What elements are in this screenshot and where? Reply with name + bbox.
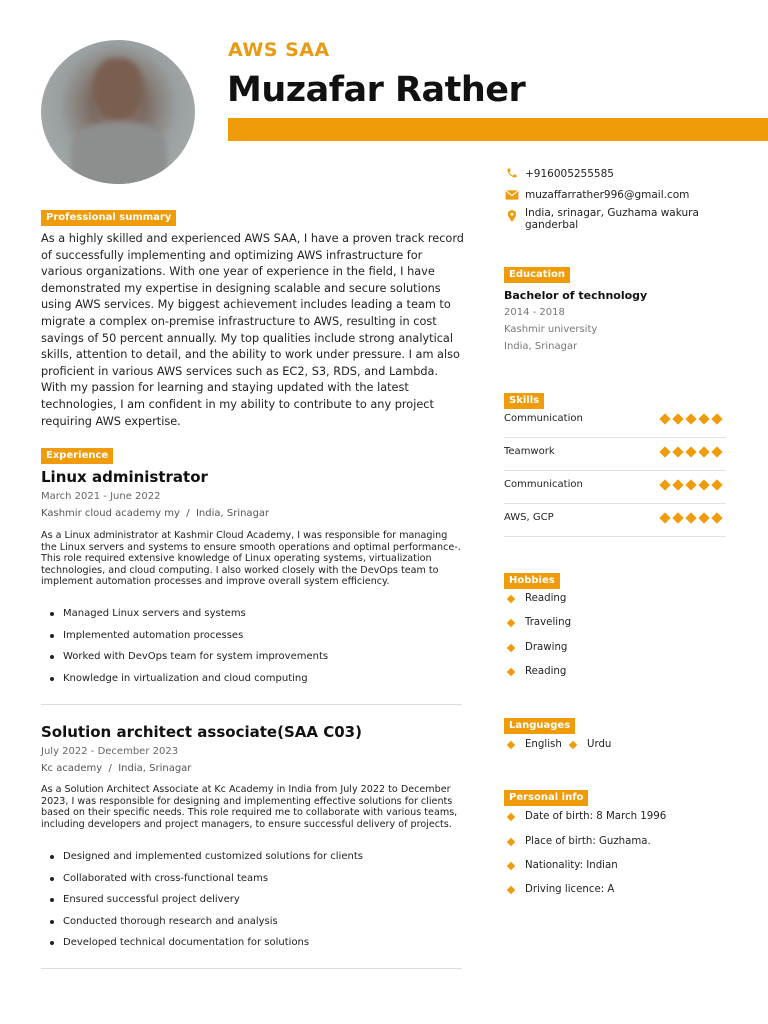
rating-diamond-icon	[659, 446, 670, 457]
summary-heading: Professional summary	[41, 205, 176, 226]
rating-diamond-icon	[698, 479, 709, 490]
job-company: Kashmir cloud academy my / India, Srinagar	[41, 508, 270, 519]
job-description: As a Solution Architect Associate at Kc Academy in India from July 2022 to December 2023, I was responsible for designing and implementing effective solutions for clients based on their specific needs. This role required me to collaborate with various teams, including developers and project managers, to ensure successful delivery of projects.	[41, 784, 458, 830]
education-years: 2014 - 2018	[504, 307, 565, 318]
list-item: Ensured successful project delivery	[41, 894, 363, 916]
skill-row	[504, 470, 726, 504]
job-title: Linux administrator	[41, 468, 208, 486]
rating-diamond-icon	[698, 512, 709, 523]
candidate-name: Muzafar Rather	[227, 70, 526, 110]
list-item: Conducted thorough research and analysis	[41, 916, 363, 938]
phone-icon	[505, 167, 519, 179]
list-item: Worked with DevOps team for system improvements	[41, 651, 328, 673]
profile-photo	[41, 40, 195, 184]
list-item: Developed technical documentation for solutions	[41, 937, 363, 959]
education-school: Kashmir university	[504, 324, 598, 335]
header-accent-bar	[228, 118, 768, 141]
education-degree: Bachelor of technology	[504, 289, 648, 302]
education-location: India, Srinagar	[504, 341, 578, 352]
education-heading: Education	[504, 262, 570, 283]
skill-name: Teamwork	[504, 446, 555, 457]
rating-diamond-icon	[711, 512, 722, 523]
rating-diamond-icon	[685, 479, 696, 490]
job-title: Solution architect associate(SAA C03)	[41, 723, 362, 741]
rating-diamond-icon	[672, 413, 683, 424]
rating-diamond-icon	[685, 446, 696, 457]
skill-name: Communication	[504, 479, 583, 490]
experience-heading: Experience	[41, 443, 113, 464]
skill-rating	[660, 448, 722, 456]
email-text: muzaffarrather996@gmail.com	[525, 189, 690, 201]
list-item: Collaborated with cross-functional teams	[41, 873, 363, 895]
job-dates: July 2022 - December 2023	[41, 746, 179, 757]
rating-diamond-icon	[698, 413, 709, 424]
languages-heading: Languages	[504, 713, 575, 734]
job-dates: March 2021 - June 2022	[41, 491, 161, 502]
rating-diamond-icon	[685, 512, 696, 523]
summary-text: As a highly skilled and experienced AWS SAA, I have a proven track record of successfully implementing and optimizing AWS infrastructure for various organizations. With one year of experience in the field, I have demonstrated my expertise in designing scalable and secure solutions using AWS services. My biggest achievement includes leading a team to migrate a complex on-premise infrastructure to AWS, resulting in cost savings of 50 percent annually. My top qualities include strong analytical skills, attention to detail, and the ability to work under pressure. I am also proficient in various AWS services such as EC2, S3, RDS, and Lambda. With my passion for learning and staying updated with the latest technologies, I am confident in my ability to contribute to any project requiring AWS expertise.	[41, 232, 464, 428]
phone-text: +916005255585	[525, 168, 614, 180]
rating-diamond-icon	[711, 479, 722, 490]
rating-diamond-icon	[685, 413, 696, 424]
rating-diamond-icon	[659, 413, 670, 424]
skill-rating	[660, 481, 722, 489]
email-icon	[505, 189, 519, 201]
rating-diamond-icon	[659, 512, 670, 523]
rating-diamond-icon	[672, 446, 683, 457]
divider	[41, 704, 462, 705]
rating-diamond-icon	[672, 512, 683, 523]
list-item: Designed and implemented customized solutions for clients	[41, 851, 363, 873]
hobbies-heading: Hobbies	[504, 568, 560, 589]
job-role: AWS SAA	[228, 39, 330, 61]
divider	[41, 968, 462, 969]
rating-diamond-icon	[711, 413, 722, 424]
skills-heading: Skills	[504, 388, 544, 409]
job-bullets	[41, 851, 363, 959]
rating-diamond-icon	[711, 446, 722, 457]
rating-diamond-icon	[672, 479, 683, 490]
rating-diamond-icon	[659, 479, 670, 490]
rating-diamond-icon	[698, 446, 709, 457]
personal-heading: Personal info	[504, 785, 588, 806]
skill-name: AWS, GCP	[504, 512, 554, 523]
job-company: Kc academy / India, Srinagar	[41, 763, 192, 774]
skill-name: Communication	[504, 413, 583, 424]
skill-row	[504, 404, 726, 438]
address-text: India, srinagar, Guzhama wakura ganderbal	[525, 207, 699, 231]
skill-row	[504, 437, 726, 471]
list-item: Managed Linux servers and systems	[41, 608, 328, 630]
skill-row	[504, 503, 726, 537]
list-item: Implemented automation processes	[41, 630, 328, 652]
job-bullets	[41, 608, 328, 694]
job-description: As a Linux administrator at Kashmir Cloud Academy, I was responsible for managing the Linux servers and systems to ensure smooth operations and optimal performance-. This role required extensive knowledge of Linux operating systems, virtualization technologies, and cloud computing. I also worked closely with the DevOps team to implement automation processes and improve overall system efficiency.	[41, 530, 461, 587]
location-pin-icon	[505, 209, 519, 223]
skill-rating	[660, 415, 722, 423]
list-item: Knowledge in virtualization and cloud computing	[41, 673, 328, 695]
skill-rating	[660, 514, 722, 522]
